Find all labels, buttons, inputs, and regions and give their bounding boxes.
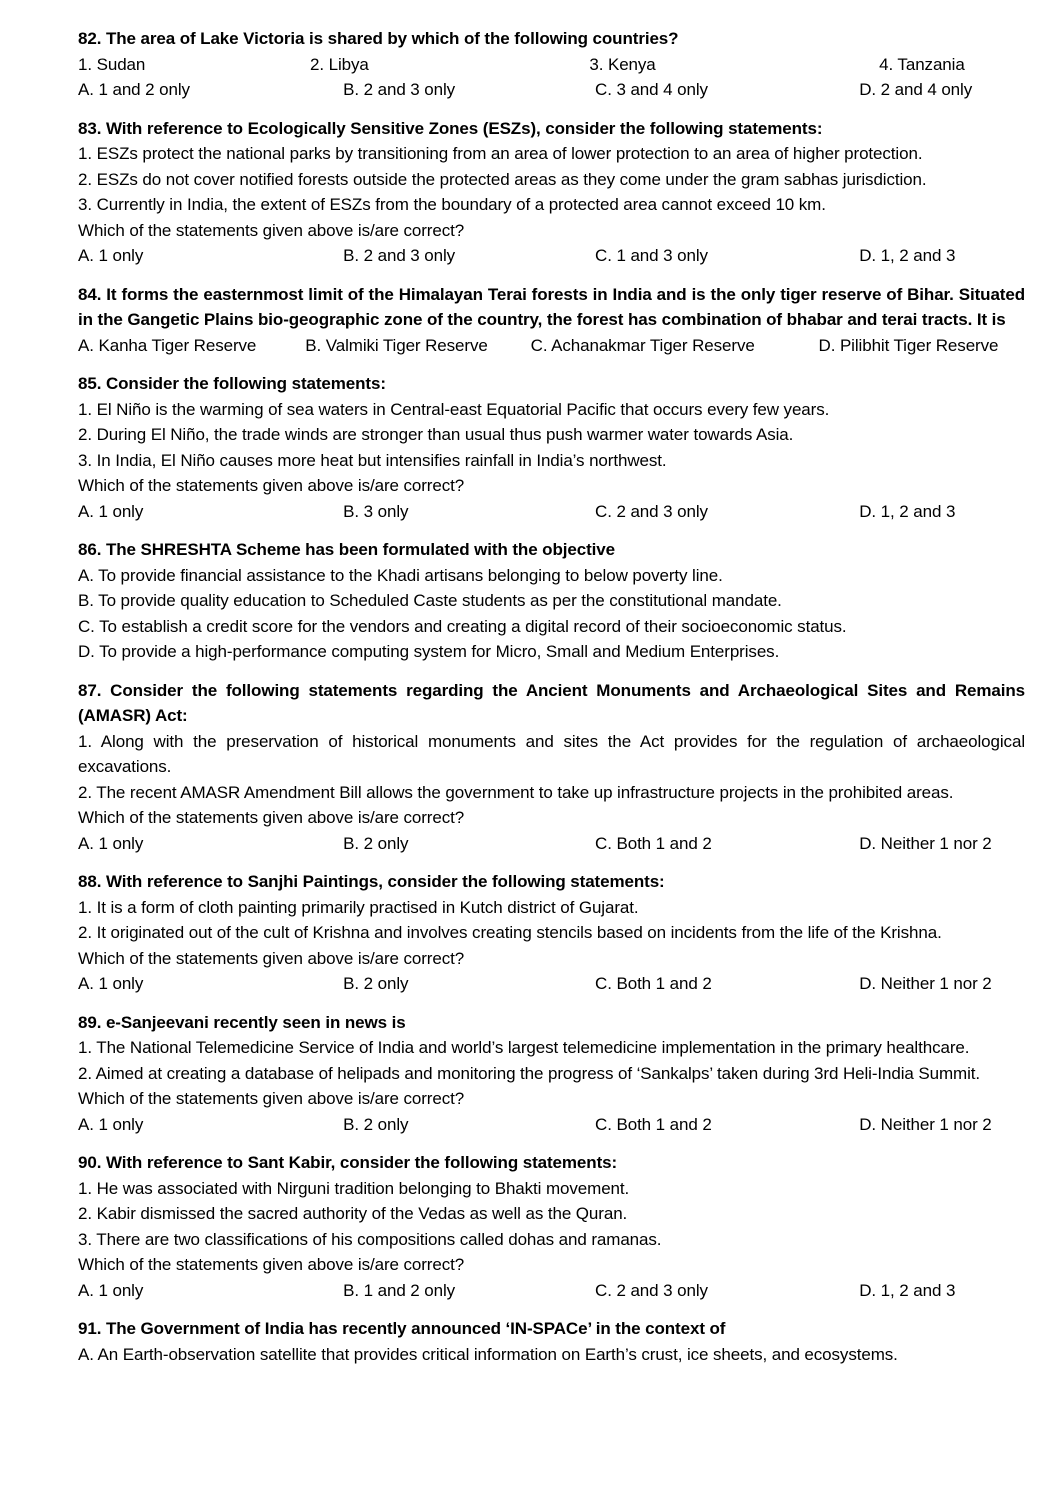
question-82 (78, 26, 1025, 103)
statement-3: 3. In India, El Niño causes more heat but intensifies rainfall in India’s northwest. (78, 450, 667, 470)
option-d: D. Neither 1 nor 2 (859, 974, 992, 993)
option-b: B. 1 and 2 only (343, 1280, 456, 1300)
item-4: 4. Tanzania (879, 54, 965, 74)
statement-1: 1. The National Telemedicine Service of India and world’s largest telemedicine implementation in the primary healthcare. (78, 1038, 970, 1057)
question-85 (78, 371, 1025, 524)
options-row (78, 333, 1025, 359)
option-a: A. An Earth-observation satellite that provides critical information on Earth’s crust, ice sheets, and ecosystems. (78, 1344, 898, 1364)
option-c: C. Both 1 and 2 (595, 833, 712, 853)
statement-1: 1. It is a form of cloth painting primarily practised in Kutch district of Gujarat. (78, 897, 639, 917)
item-2: 2. Libya (310, 54, 369, 74)
question-header: 87. Consider the following statements regarding the Ancient Monuments and Archaeological Sites and Remains (AMASR) Act: (78, 680, 1025, 725)
statement-3: 3. Currently in India, the extent of ESZs from the boundary of a protected area cannot exceed 10 km. (78, 195, 826, 214)
question-87 (78, 678, 1025, 857)
question-prompt: Which of the statements given above is/are correct? (78, 948, 465, 968)
options-row (78, 831, 1025, 857)
options-row (78, 971, 1025, 997)
question-header: 82. The area of Lake Victoria is shared by which of the following countries? (78, 29, 679, 48)
option-c: C. Both 1 and 2 (595, 974, 712, 993)
question-88 (78, 869, 1025, 997)
options-row (78, 243, 1025, 269)
statement-2: 2. Kabir dismissed the sacred authority of the Vedas as well as the Quran. (78, 1204, 628, 1223)
option-d: D. 1, 2 and 3 (859, 1280, 956, 1300)
statement-1: 1. El Niño is the warming of sea waters in Central-east Equatorial Pacific that occurs every few years. (78, 399, 830, 419)
question-header: 85. Consider the following statements: (78, 374, 386, 393)
option-d: D. Pilibhit Tiger Reserve (818, 335, 999, 355)
option-d: D. 1, 2 and 3 (859, 501, 956, 521)
option-c: C. 3 and 4 only (595, 80, 708, 99)
numbered-items-row (78, 52, 1025, 78)
question-prompt: Which of the statements given above is/are correct? (78, 220, 465, 240)
question-91 (78, 1316, 1025, 1367)
question-header: 88. With reference to Sanjhi Paintings, consider the following statements: (78, 872, 665, 891)
question-header: 83. With reference to Ecologically Sensitive Zones (ESZs), consider the following statements: (78, 118, 823, 138)
option-a: A. To provide financial assistance to the Khadi artisans belonging to below poverty line. (78, 565, 723, 585)
question-86 (78, 537, 1025, 665)
options-row (78, 499, 1025, 525)
option-a: A. 1 and 2 only (78, 80, 190, 99)
option-b: B. 2 only (343, 1114, 409, 1134)
option-b: B. 3 only (343, 501, 409, 521)
question-header: 84. It forms the easternmost limit of the Himalayan Terai forests in India and is the only tiger reserve of Bihar. Situated in the Gangetic Plains bio-geographic zone of the country, the forest has combination of bhabar and terai tracts. It is (78, 284, 1025, 329)
question-90 (78, 1150, 1025, 1303)
statement-1: 1. ESZs protect the national parks by transitioning from an area of lower protection to an area of higher protection. (78, 144, 923, 163)
option-b: B. 2 and 3 only (343, 246, 456, 265)
question-header: 89. e-Sanjeevani recently seen in news is (78, 1012, 406, 1032)
question-prompt: Which of the statements given above is/are correct? (78, 808, 465, 827)
option-c: C. Achanakmar Tiger Reserve (530, 335, 755, 355)
option-b: B. 2 only (343, 974, 409, 993)
option-d: D. 1, 2 and 3 (859, 246, 956, 265)
statement-1: 1. He was associated with Nirguni tradition belonging to Bhakti movement. (78, 1178, 630, 1198)
options-row (78, 1278, 1025, 1304)
option-d: D. To provide a high-performance computing system for Micro, Small and Medium Enterprises. (78, 642, 780, 661)
option-d: D. Neither 1 nor 2 (859, 833, 992, 853)
option-a: A. 1 only (78, 246, 144, 265)
statement-2: 2. During El Niño, the trade winds are stronger than usual thus push warmer water towards Asia. (78, 425, 794, 444)
option-b: B. To provide quality education to Scheduled Caste students as per the constitutional mandate. (78, 591, 782, 610)
question-83 (78, 116, 1025, 269)
statement-3: 3. There are two classifications of his compositions called dohas and ramanas. (78, 1229, 662, 1249)
option-c: C. 2 and 3 only (595, 501, 708, 521)
question-89 (78, 1010, 1025, 1138)
option-a: A. 1 only (78, 1114, 144, 1134)
option-c: C. To establish a credit score for the vendors and creating a digital record of their socioeconomic status. (78, 616, 847, 636)
item-3: 3. Kenya (589, 54, 656, 74)
item-1: 1. Sudan (78, 54, 146, 74)
question-prompt: Which of the statements given above is/are correct? (78, 1089, 465, 1108)
option-b: B. Valmiki Tiger Reserve (305, 335, 488, 355)
option-a: A. 1 only (78, 974, 144, 993)
question-prompt: Which of the statements given above is/are correct? (78, 1255, 465, 1274)
option-d: D. 2 and 4 only (859, 80, 973, 99)
question-header: 91. The Government of India has recently announced ‘IN-SPACe’ in the context of (78, 1319, 726, 1338)
option-a: A. Kanha Tiger Reserve (78, 335, 257, 355)
question-header: 86. The SHRESHTA Scheme has been formulated with the objective (78, 540, 615, 559)
statement-1: 1. Along with the preservation of historical monuments and sites the Act provides for the regulation of archaeological excavations. (78, 731, 1025, 776)
option-c: C. 2 and 3 only (595, 1280, 708, 1300)
statement-2: 2. The recent AMASR Amendment Bill allows the government to take up infrastructure projects in the prohibited areas. (78, 782, 954, 802)
option-a: A. 1 only (78, 833, 144, 853)
option-c: C. Both 1 and 2 (595, 1114, 712, 1134)
options-row (78, 1112, 1025, 1138)
option-b: B. 2 and 3 only (343, 80, 456, 99)
options-row (78, 77, 1025, 103)
option-a: A. 1 only (78, 501, 144, 521)
option-a: A. 1 only (78, 1280, 144, 1300)
question-header: 90. With reference to Sant Kabir, consider the following statements: (78, 1153, 618, 1172)
statement-2: 2. ESZs do not cover notified forests outside the protected areas as they come under the gram sabhas jurisdiction. (78, 169, 927, 189)
question-84 (78, 282, 1025, 359)
statement-2: 2. Aimed at creating a database of helipads and monitoring the progress of ‘Sankalps’ taken during 3rd Heli-India Summit. (78, 1063, 981, 1083)
option-b: B. 2 only (343, 833, 409, 853)
statement-2: 2. It originated out of the cult of Krishna and involves creating stencils based on incidents from the life of the Krishna. (78, 923, 942, 942)
question-prompt: Which of the statements given above is/are correct? (78, 476, 465, 495)
option-c: C. 1 and 3 only (595, 246, 708, 265)
option-d: D. Neither 1 nor 2 (859, 1114, 992, 1134)
